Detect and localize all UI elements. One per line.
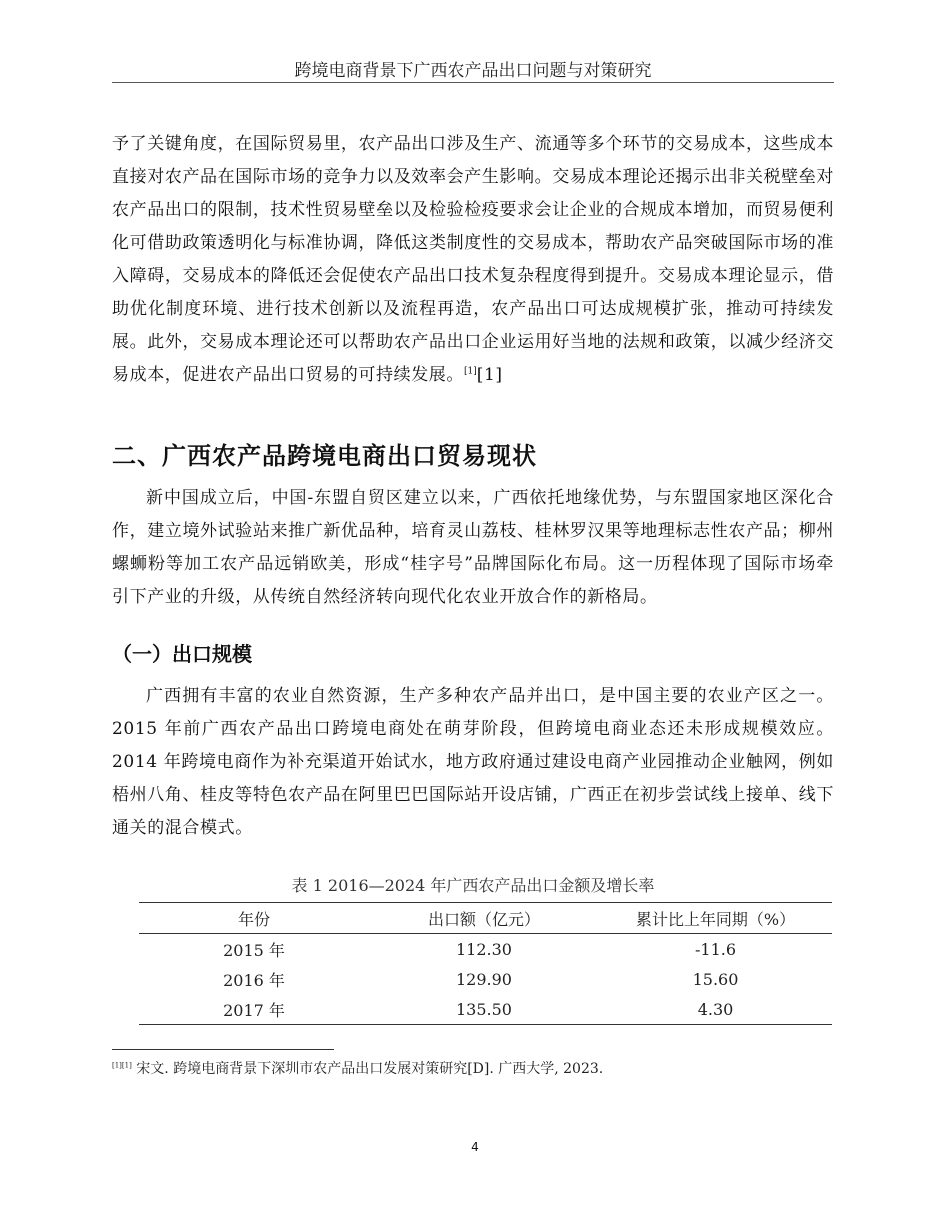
cell-growth-rate: -11.6 <box>694 939 737 959</box>
footnote-divider <box>112 1049 334 1050</box>
table-row <box>139 994 832 1025</box>
table-row <box>139 934 832 965</box>
cell-year: 2017 年 <box>139 994 369 1025</box>
subsection-heading: （一）出口规模 <box>112 642 252 666</box>
header-divider <box>112 82 834 83</box>
column-header-year: 年份 <box>139 903 369 934</box>
cell-year: 2015 年 <box>223 940 285 960</box>
citation-bracket: [1] <box>476 365 503 385</box>
cell-growth-rate: 4.30 <box>599 994 832 1025</box>
cell-year: 2016 年 <box>223 970 285 990</box>
footnote-marker: [1][1] <box>112 1061 132 1070</box>
cell-export-amount: 135.50 <box>369 994 599 1025</box>
column-header-export-amount: 出口额（亿元） <box>369 903 599 934</box>
footnote-text: 宋文. 跨境电商背景下深圳市农产品出口发展对策研究[D]. 广西大学, 2023. <box>136 1061 604 1077</box>
citation-superscript: [1] <box>464 366 477 377</box>
export-table <box>139 902 832 1025</box>
paragraph-export-scale: 广西拥有丰富的农业自然资源，生产多种农产品并出口，是中国主要的农业产区之一。2015 年前广西农产品出口跨境电商处在萌芽阶段，但跨境电商业态还未形成规模效应。2014 年跨境电商作为补充渠道开始试水，地方政府通过建设电商产业园推动企业触网，例如梧州八角、桂皮等特色农产品在阿里巴巴国际站开设店铺，广西正在初步尝试线上接单、线下通关的混合模式。 <box>112 686 834 838</box>
cell-export-amount: 129.90 <box>456 969 512 989</box>
footnote <box>112 1058 603 1078</box>
table-row <box>139 964 832 994</box>
page-number: 4 <box>471 1140 479 1154</box>
paragraph-history: 新中国成立后，中国-东盟自贸区建立以来，广西依托地缘优势，与东盟国家地区深化合作，建立境外试验站来推广新优品种，培育灵山荔枝、桂林罗汉果等地理标志性农产品；柳州螺蛳粉等加工农产品远销欧美，形成“桂字号”品牌国际化布局。这一历程体现了国际市场牵引下产业的升级，从传统自然经济转向现代化农业开放合作的新格局。 <box>112 488 834 607</box>
table-caption: 表 1 2016—2024 年广西农产品出口金额及增长率 <box>291 876 655 895</box>
column-header-growth-rate: 累计比上年同期（%） <box>599 903 832 934</box>
section-heading: 二、广西农产品跨境电商出口贸易现状 <box>112 442 537 470</box>
paragraph-text: 予了关键角度，在国际贸易里，农产品出口涉及生产、流通等多个环节的交易成本，这些成本直接对农产品在国际市场的竞争力以及效率会产生影响。交易成本理论还揭示出非关税壁垒对农产品出口的限制，技术性贸易壁垒以及检验检疫要求会让企业的合规成本增加，而贸易便利化可借助政策透明化与标准协调，降低这类制度性的交易成本，帮助农产品突破国际市场的准入障碍，交易成本的降低还会促使农产品出口技术复杂程度得到提升。交易成本理论显示，借助优化制度环境、进行技术创新以及流程再造，农产品出口可达成规模扩张，推动可持续发展。此外，交易成本理论还可以帮助农产品出口企业运用好当地的法规和政策，以减少经济交易成本，促进农产品出口贸易的可持续发展。 <box>112 134 834 385</box>
running-header: 跨境电商背景下广西农产品出口问题与对策研究 <box>294 61 652 81</box>
paragraph-transaction-cost <box>112 128 834 392</box>
cell-export-amount: 112.30 <box>456 939 512 959</box>
cell-growth-rate: 15.60 <box>692 969 739 989</box>
table-header-row <box>139 903 832 934</box>
